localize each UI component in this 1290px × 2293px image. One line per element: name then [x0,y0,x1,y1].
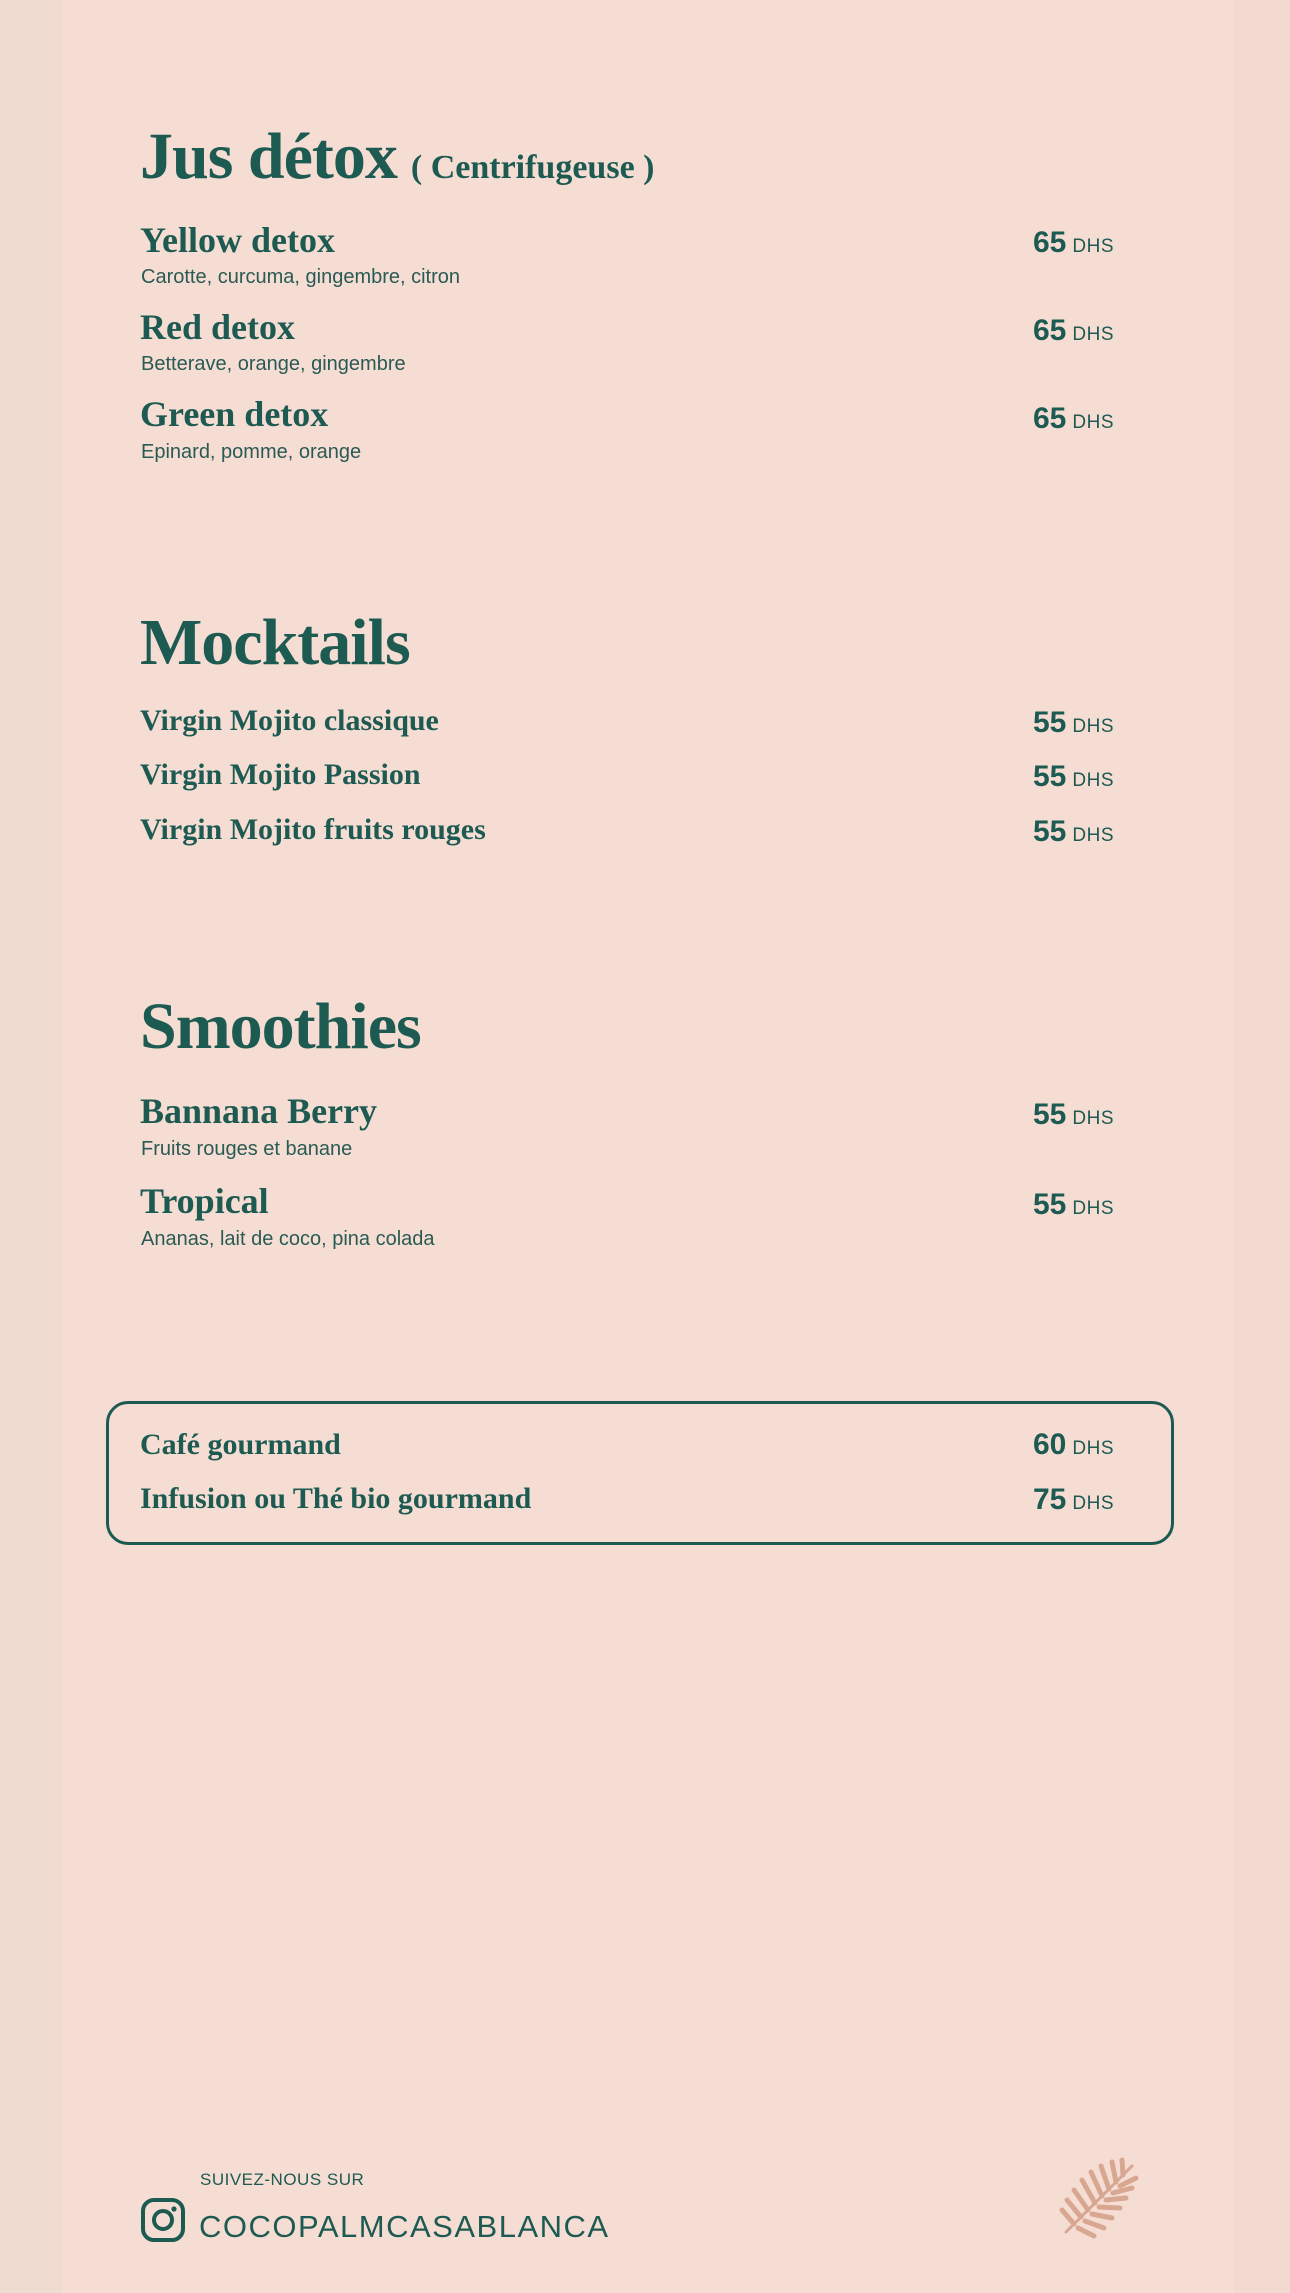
menu-item-description: Epinard, pomme, orange [141,441,362,463]
price-value: 75 [1033,1483,1067,1516]
price-currency: DHS [1072,1438,1114,1459]
menu-item-name: Tropical [140,1181,269,1221]
price-currency: DHS [1072,770,1114,791]
price-value: 65 [1033,314,1067,347]
menu-item-name: Café gourmand [140,1428,341,1461]
menu-item-price [1033,1485,1114,1515]
menu-item-price [1033,228,1114,258]
price-currency: DHS [1072,324,1114,345]
follow-label: SUIVEZ-NOUS SUR [200,2170,365,2189]
section-title-detox-text: Jus détox [140,120,397,193]
section-title-detox [140,120,655,193]
section-title-smoothies: Smoothies [140,990,421,1063]
price-currency: DHS [1072,716,1114,737]
palm-leaf-icon [1052,2152,1144,2244]
price-value: 65 [1033,226,1067,259]
menu-item-price [1033,316,1114,346]
menu-item-name: Virgin Mojito Passion [140,758,421,791]
menu-item-description: Betterave, orange, gingembre [141,353,406,375]
menu-item-name: Yellow detox [140,220,335,260]
menu-item-price [1033,1430,1114,1460]
section-subtitle-detox: ( Centrifugeuse ) [410,149,655,186]
section-title-mocktails: Mocktails [140,606,410,679]
price-currency: DHS [1072,236,1114,257]
menu-item-price [1033,708,1114,738]
instagram-icon[interactable] [140,2197,186,2243]
menu-item-price [1033,817,1114,847]
price-currency: DHS [1072,825,1114,846]
price-value: 55 [1033,760,1067,793]
gourmand-box [106,1401,1174,1545]
price-value: 55 [1033,1188,1067,1221]
instagram-handle[interactable]: COCOPALMCASABLANCA [199,2209,610,2244]
menu-item-name: Green detox [140,394,329,434]
price-currency: DHS [1072,1493,1114,1514]
menu-item-price [1033,404,1114,434]
menu-item-name: Red detox [140,307,295,347]
price-currency: DHS [1072,1108,1114,1129]
price-value: 55 [1033,706,1067,739]
price-value: 55 [1033,1098,1067,1131]
price-currency: DHS [1072,412,1114,433]
page-edge [1234,0,1290,2293]
menu-item-price [1033,762,1114,792]
price-value: 55 [1033,815,1067,848]
menu-item-description: Fruits rouges et banane [141,1138,353,1160]
price-currency: DHS [1072,1198,1114,1219]
menu-item-price [1033,1100,1114,1130]
price-value: 60 [1033,1428,1067,1461]
menu-item-name: Infusion ou Thé bio gourmand [140,1482,532,1515]
price-value: 65 [1033,402,1067,435]
menu-item-name: Virgin Mojito classique [140,704,439,737]
menu-item-description: Ananas, lait de coco, pina colada [141,1228,435,1250]
menu-item-name: Bannana Berry [140,1091,378,1131]
menu-item-name: Virgin Mojito fruits rouges [140,813,486,846]
menu-item-description: Carotte, curcuma, gingembre, citron [141,266,461,288]
menu-item-price [1033,1190,1114,1220]
